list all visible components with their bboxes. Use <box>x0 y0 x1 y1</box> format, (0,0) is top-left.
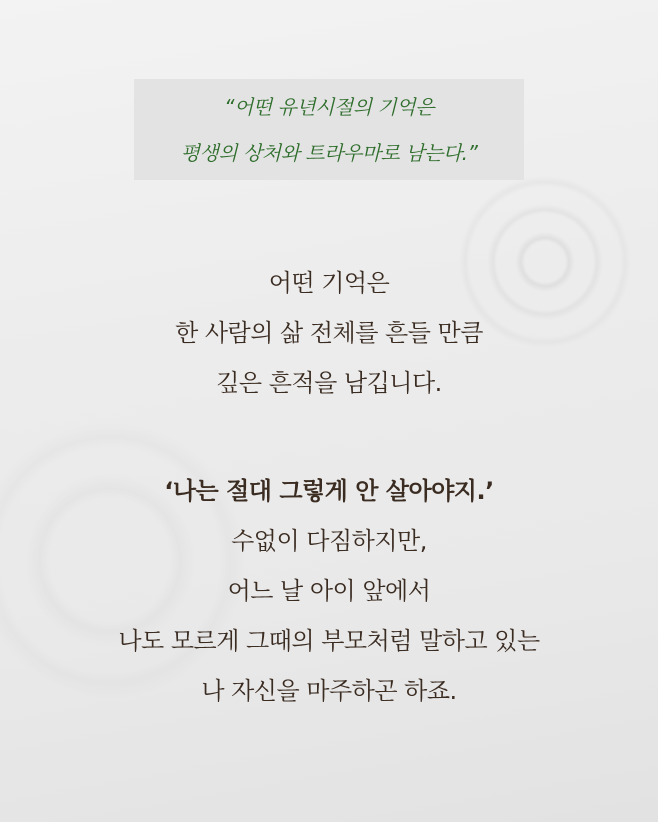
body-text <box>0 258 658 716</box>
quote-box <box>134 79 524 180</box>
paragraph-line: 나도 모르게 그때의 부모처럼 말하고 있는 <box>118 627 540 655</box>
paragraph-line: 한 사람의 삶 전체를 흔들 만큼 <box>175 319 483 347</box>
paragraph-line: 어느 날 아이 앞에서 <box>227 577 431 605</box>
emphasis-line: ‘나는 절대 그렇게 안 살아야지.’ <box>164 477 494 505</box>
paragraph-line: 수없이 다짐하지만, <box>231 527 427 555</box>
quote-line: 평생의 상처와 트라우마로 남는다.” <box>180 140 478 165</box>
paragraph-line: 나 자신을 마주하곤 하죠. <box>201 677 457 705</box>
paragraph-line: 어떤 기억은 <box>268 269 390 297</box>
quote-line: “어떤 유년시절의 기억은 <box>224 94 434 119</box>
paragraph-line: 깊은 흔적을 남깁니다. <box>216 369 442 397</box>
